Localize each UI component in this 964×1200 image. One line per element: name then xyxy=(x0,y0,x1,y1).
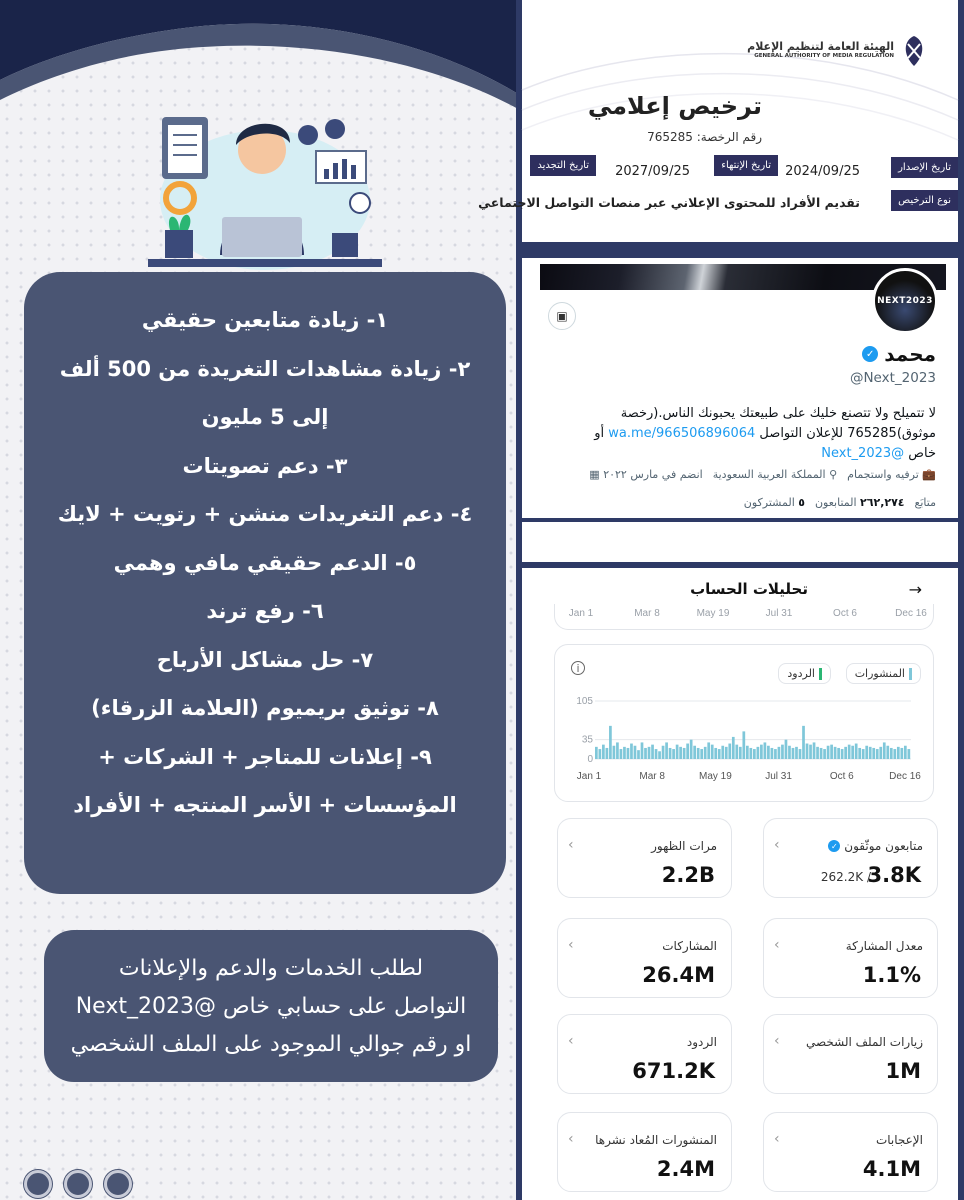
x-tick-label: Dec 16 xyxy=(889,771,921,782)
card-label: الردود xyxy=(686,1035,717,1049)
chart-bar xyxy=(862,749,865,759)
card-value: 2.4M xyxy=(656,1157,715,1181)
bio-line: خاص @Next_2023 xyxy=(821,446,936,461)
profile-name-text: محمد xyxy=(884,342,936,366)
authority-emblem-icon xyxy=(898,34,930,68)
x-tick-label: Jul 31 xyxy=(765,771,792,782)
verified-followers-card[interactable] xyxy=(763,818,938,898)
chart-bar xyxy=(700,749,703,759)
category-item: 💼 ترفيه واستجمام xyxy=(847,468,936,481)
chart-bar xyxy=(690,740,693,759)
expiry-date-label: تاريخ الإنتهاء xyxy=(714,155,778,176)
analytics-panel xyxy=(522,568,958,1200)
chart-bar xyxy=(778,747,781,759)
chart-bar xyxy=(697,748,700,759)
following-stat[interactable]: متابَع xyxy=(914,496,936,509)
service-line: المؤسسات + الأسر المنتجه + الأفراد xyxy=(73,793,457,817)
chart-bar xyxy=(848,745,851,759)
x-tick-label: Mar 8 xyxy=(639,771,665,782)
chart-bar xyxy=(879,747,882,759)
replies-swatch xyxy=(819,668,822,680)
card-label: المشاركات xyxy=(662,939,717,953)
chart-bar xyxy=(855,744,858,759)
card-value: 671.2K xyxy=(632,1059,715,1083)
replies-card[interactable] xyxy=(557,1014,732,1094)
followers-stat[interactable]: ٢٦٢,٢٧٤ المتابعون xyxy=(814,496,905,509)
chart-bar xyxy=(774,749,777,759)
license-title: ترخيص إعلامي xyxy=(587,92,762,120)
engagement-rate-card[interactable] xyxy=(763,918,938,998)
chevron-left-icon: ‹ xyxy=(568,1033,574,1049)
card-value: 3.8K xyxy=(867,863,921,887)
card-label: متابعون موثّقون ✓ xyxy=(828,839,923,853)
reposts-card[interactable] xyxy=(557,1112,732,1192)
x-tick-label: Oct 6 xyxy=(829,771,854,782)
chart-bar xyxy=(795,747,798,759)
chart-bar xyxy=(865,746,868,759)
verified-badge-icon: ✓ xyxy=(828,840,840,852)
chart-bar xyxy=(764,742,767,759)
chart-bar xyxy=(785,740,788,759)
chart-bar xyxy=(900,748,903,759)
service-line: ٩- إعلانات للمتاجر + الشركات + xyxy=(98,744,432,769)
card-value: 1.1% xyxy=(862,963,921,987)
x-tick-label: Jan 1 xyxy=(576,771,602,782)
profile-meta xyxy=(589,468,936,481)
page-dot[interactable] xyxy=(104,1170,132,1198)
chart-bar xyxy=(802,726,805,759)
card-value: 26.4M xyxy=(642,963,715,987)
chart-bar xyxy=(672,749,675,759)
chart-bar xyxy=(655,749,658,759)
license-type-label: نوع الترخيص xyxy=(891,190,958,211)
page-dot[interactable] xyxy=(24,1170,52,1198)
chart-bar xyxy=(820,748,823,759)
chevron-left-icon: ‹ xyxy=(568,1131,574,1147)
chart-bar xyxy=(732,737,735,759)
chart-bar xyxy=(834,747,837,759)
top-axis-tick-label: Jul 31 xyxy=(765,608,793,619)
location-pin-icon: ⚲ xyxy=(829,468,838,481)
analytics-title: تحليلات الحساب xyxy=(690,580,808,598)
card-label: زيارات الملف الشخصي xyxy=(805,1035,923,1049)
license-number: رقم الرخصة: 765285 xyxy=(647,130,762,144)
chart-bar xyxy=(683,748,686,759)
chart-bar xyxy=(746,746,749,759)
chart-bar xyxy=(781,745,784,759)
profile-name xyxy=(862,342,936,366)
chart-bar xyxy=(823,749,826,759)
chart-bar xyxy=(771,748,774,759)
chart-bar xyxy=(599,749,602,759)
freelancer-illustration xyxy=(140,105,390,275)
chart-bar xyxy=(616,742,619,759)
chart-bar xyxy=(669,748,672,759)
chart-bar xyxy=(651,745,654,759)
subscribers-stat[interactable]: ٥ المشتركون xyxy=(743,496,805,509)
service-line: ٣- دعم تصويتات xyxy=(182,453,348,478)
chevron-left-icon: ‹ xyxy=(568,837,574,853)
camera-icon[interactable]: ▣ xyxy=(548,302,576,330)
legend-posts[interactable]: المنشورات xyxy=(846,663,921,684)
chart-bar xyxy=(634,746,637,759)
chart-bar xyxy=(718,749,721,759)
chart-bar xyxy=(851,746,854,759)
contact-line: لطلب الخدمات والدعم والإعلانات xyxy=(118,956,424,981)
chart-bar xyxy=(623,747,626,759)
card-label: معدل المشاركة xyxy=(845,939,923,953)
y-tick-label: 0 xyxy=(587,754,593,765)
legend-replies[interactable]: الردود xyxy=(778,663,831,684)
chart-bar xyxy=(721,746,724,759)
chart-plot xyxy=(555,695,935,801)
top-axis-tick-label: Dec 16 xyxy=(895,608,927,619)
bio-line: موثوق)765285 للإعلان التواصل wa.me/966506896064 أو xyxy=(594,426,936,441)
chart-bar xyxy=(613,746,616,759)
card-label: المنشورات المُعاد نشرها xyxy=(595,1133,717,1147)
chart-bar xyxy=(876,749,879,759)
contact-line: او رقم جوالي الموجود على الملف الشخصي xyxy=(70,1032,472,1057)
license-panel xyxy=(478,0,958,242)
top-date-axis xyxy=(554,604,934,630)
profile-panel xyxy=(522,258,958,518)
profile-visits-card[interactable] xyxy=(763,1014,938,1094)
chart-bar xyxy=(714,748,717,759)
service-line: ٦- رفع ترند xyxy=(206,599,324,623)
posts-swatch xyxy=(909,668,912,680)
chart-bar xyxy=(806,744,809,759)
chart-bar xyxy=(753,749,756,759)
chart-bar xyxy=(644,748,647,759)
chart-bar xyxy=(620,749,623,759)
chart-bar xyxy=(816,747,819,759)
pagination-dots xyxy=(24,1170,132,1198)
chart-bar xyxy=(630,744,633,759)
chart-bar xyxy=(648,747,651,759)
profile-stats xyxy=(744,496,936,509)
chevron-left-icon: ‹ xyxy=(774,937,780,953)
chart-bar xyxy=(641,742,644,759)
bio-mention-link[interactable]: @Next_2023 xyxy=(821,446,905,461)
contact-line: التواصل على حسابي خاص @Next_2023 xyxy=(75,994,467,1019)
chart-bar xyxy=(837,748,840,759)
service-line: ٤- دعم التغريدات منشن + رتويت + لايك xyxy=(57,502,473,526)
chart-bar xyxy=(830,745,833,759)
service-line: ٥- الدعم حقيقي مافي وهمي xyxy=(113,550,417,575)
chart-bar xyxy=(739,747,742,759)
location-item: ⚲ المملكة العربية السعودية xyxy=(712,468,838,481)
top-axis-tick-label: Mar 8 xyxy=(634,608,660,619)
bio-line: لا تتميلح ولا تتصنع خليك على طبيعتك يحبونك الناس.(رخصة xyxy=(620,406,936,421)
chart-bar xyxy=(711,745,714,759)
chart-bar xyxy=(704,747,707,759)
chart-bar xyxy=(627,748,630,759)
avatar[interactable]: NEXT2023 xyxy=(872,268,938,334)
profile-bio xyxy=(546,404,936,464)
card-label: مرات الظهور xyxy=(651,839,717,853)
chart-bar xyxy=(742,731,745,759)
chart-bar xyxy=(907,749,910,759)
top-axis-tick-label: Oct 6 xyxy=(833,608,857,619)
chart-bar xyxy=(809,745,812,759)
authority-name: الهيئة العامة لتنظيم الإعلام GENERAL AUTHORITY OF MEDIA REGULATION xyxy=(747,40,894,59)
calendar-icon: ▦ xyxy=(589,468,600,481)
chart-bar xyxy=(679,747,682,759)
chart-bar xyxy=(897,747,900,759)
bio-whatsapp-link[interactable]: wa.me/966506896064 xyxy=(608,426,756,441)
chart-bar xyxy=(665,742,668,759)
services-list-card xyxy=(24,272,506,894)
chart-bar xyxy=(904,746,907,759)
top-axis-tick-label: Jan 1 xyxy=(568,608,594,619)
chevron-left-icon: ‹ xyxy=(774,1131,780,1147)
chart-bar xyxy=(869,747,872,759)
chart-bar xyxy=(890,748,893,759)
chevron-left-icon: ‹ xyxy=(568,937,574,953)
service-line: ٨- توثيق بريميوم (العلامة الزرقاء) xyxy=(91,696,439,720)
expiry-date: 2027/09/25 xyxy=(615,164,690,179)
card-value: 4.1M xyxy=(862,1157,921,1181)
y-tick-label: 35 xyxy=(581,734,593,746)
chart-bar xyxy=(686,744,689,759)
spacer-panel xyxy=(522,522,958,562)
chart-bar xyxy=(606,748,609,759)
chart-bar xyxy=(827,746,830,759)
chart-bar xyxy=(595,747,598,759)
card-value: 1M xyxy=(885,1059,921,1083)
chart-bar xyxy=(841,749,844,759)
chart-bar xyxy=(602,745,605,759)
chart-bar xyxy=(886,746,889,759)
chart-bar xyxy=(893,749,896,759)
chevron-left-icon: ‹ xyxy=(774,837,780,853)
briefcase-icon: 💼 xyxy=(922,468,936,481)
chart-bar xyxy=(693,746,696,759)
renewal-date-label: تاريخ التجديد xyxy=(530,155,596,176)
service-line: ٧- حل مشاكل الأرباح xyxy=(156,647,374,672)
card-value: 2.2B xyxy=(661,863,715,887)
chart-bar xyxy=(658,751,661,759)
activity-chart xyxy=(554,644,934,802)
chart-bar xyxy=(662,746,665,759)
chart-bar xyxy=(760,745,763,759)
license-type: تقديم الأفراد للمحتوى الإعلاني عبر منصات التواصل الاجتماعي xyxy=(478,195,860,210)
chart-bar xyxy=(883,742,886,759)
chevron-left-icon: ‹ xyxy=(774,1033,780,1049)
arrow-back-icon[interactable]: → xyxy=(908,580,922,599)
chart-bar xyxy=(792,748,795,759)
top-axis-tick-label: May 19 xyxy=(696,608,730,619)
chart-bar xyxy=(637,750,640,759)
chart-bar xyxy=(858,748,861,759)
chart-bar xyxy=(707,742,710,759)
chart-bar xyxy=(799,749,802,759)
joined-item: انضم في مارس ٢٠٢٢ ▦ xyxy=(589,468,703,481)
chart-bar xyxy=(788,746,791,759)
card-label: الإعجابات xyxy=(875,1133,923,1147)
likes-card[interactable] xyxy=(763,1112,938,1192)
issue-date: 2024/09/25 xyxy=(785,164,860,179)
chart-bar xyxy=(735,745,738,759)
chart-bar xyxy=(728,744,731,759)
chart-bar xyxy=(725,747,728,759)
chart-bar xyxy=(676,745,679,759)
service-line: ١- زيادة متابعين حقيقي xyxy=(141,308,389,332)
contact-card xyxy=(44,930,498,1082)
chart-bar xyxy=(844,747,847,759)
info-icon[interactable]: i xyxy=(571,661,585,675)
chart-bar xyxy=(767,746,770,759)
chart-bar xyxy=(609,726,612,759)
profile-handle: @Next_2023 xyxy=(849,370,936,386)
issue-date-label: تاريخ الإصدار xyxy=(891,157,958,178)
impressions-card[interactable] xyxy=(557,818,732,898)
service-line: إلى 5 مليون xyxy=(201,405,329,429)
card-subvalue: 262.2K / xyxy=(820,870,871,884)
page-dot[interactable] xyxy=(64,1170,92,1198)
chart-bar xyxy=(872,748,875,759)
verified-badge-icon: ✓ xyxy=(862,346,878,362)
x-tick-label: May 19 xyxy=(699,771,732,782)
chart-bar xyxy=(757,747,760,759)
chart-bar xyxy=(813,742,816,759)
engagements-card[interactable] xyxy=(557,918,732,998)
top-axis-labels xyxy=(555,604,935,624)
y-tick-label: 105 xyxy=(576,696,593,707)
service-line: ٢- زيادة مشاهدات التغريدة من 500 ألف xyxy=(59,356,471,381)
chart-bar xyxy=(749,748,752,759)
